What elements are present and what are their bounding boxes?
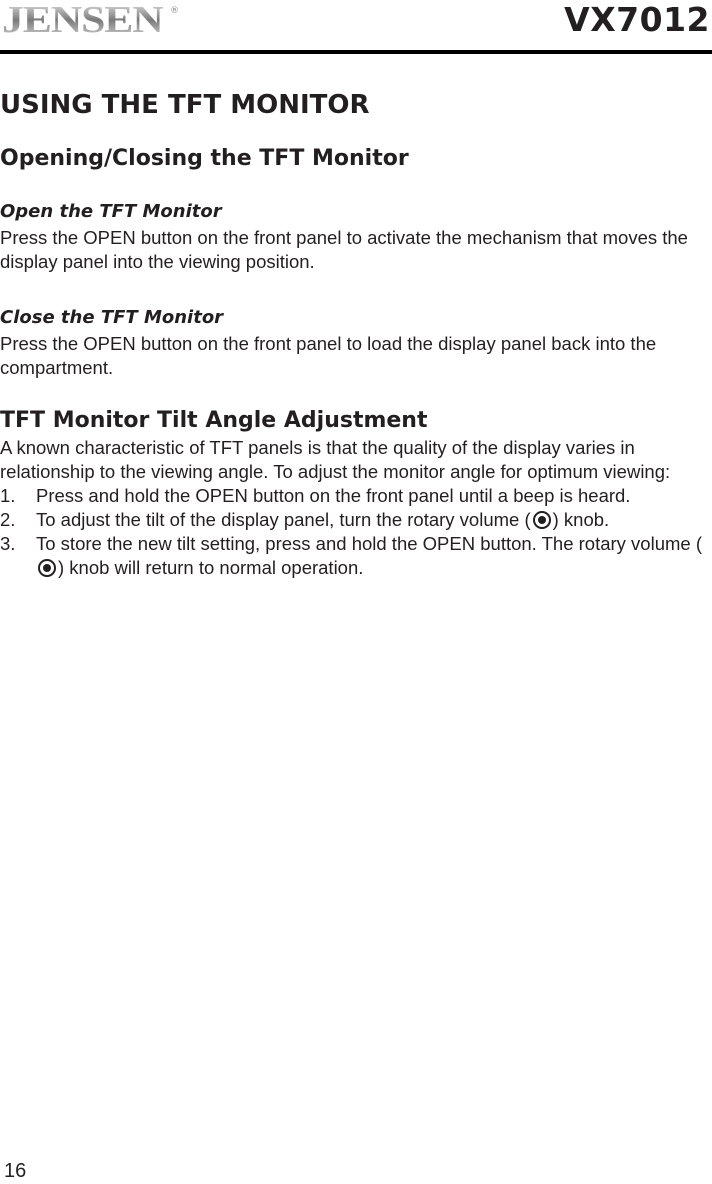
subheading-close: Close the TFT Monitor [0, 307, 224, 328]
open-paragraph: Press the OPEN button on the front panel to activate the mechanism that moves the display panel into the viewing position. [0, 227, 688, 272]
close-paragraph: Press the OPEN button on the front panel to load the display panel back into the compartment. [0, 333, 657, 378]
step-text: To store the new tilt setting, press and hold the OPEN button. The rotary volume ( [36, 533, 702, 554]
jensen-logo: JENSEN [2, 0, 163, 41]
model-number: VX7012 [564, 0, 710, 39]
step-1 [0, 484, 706, 508]
section-heading-open-close: Opening/Closing the TFT Monitor [0, 146, 409, 171]
page-title: USING THE TFT MONITOR [0, 90, 370, 120]
step-number: 3. [0, 533, 16, 554]
header-divider [0, 50, 712, 54]
step-2 [0, 508, 706, 532]
section-heading-tilt: TFT Monitor Tilt Angle Adjustment [0, 408, 428, 433]
step-number: 2. [0, 509, 16, 530]
step-text: Press and hold the OPEN button on the front panel until a beep is heard. [36, 485, 631, 506]
step-text: To adjust the tilt of the display panel, turn the rotary volume ( [36, 509, 531, 530]
volume-knob-icon [533, 511, 551, 529]
step-text: ) knob. [552, 509, 610, 530]
page-content [0, 88, 706, 580]
page-number: 16 [4, 1160, 27, 1182]
step-3 [0, 532, 706, 580]
registered-mark: ® [170, 6, 179, 16]
tilt-steps [0, 484, 706, 580]
volume-knob-icon [38, 559, 56, 577]
step-text: ) knob will return to normal operation. [58, 557, 364, 578]
step-number: 1. [0, 485, 16, 506]
subheading-open: Open the TFT Monitor [0, 201, 222, 222]
tilt-intro: A known characteristic of TFT panels is that the quality of the display varies in relationship to the viewing angle. To adjust the monitor angle for optimum viewing: [0, 437, 671, 482]
